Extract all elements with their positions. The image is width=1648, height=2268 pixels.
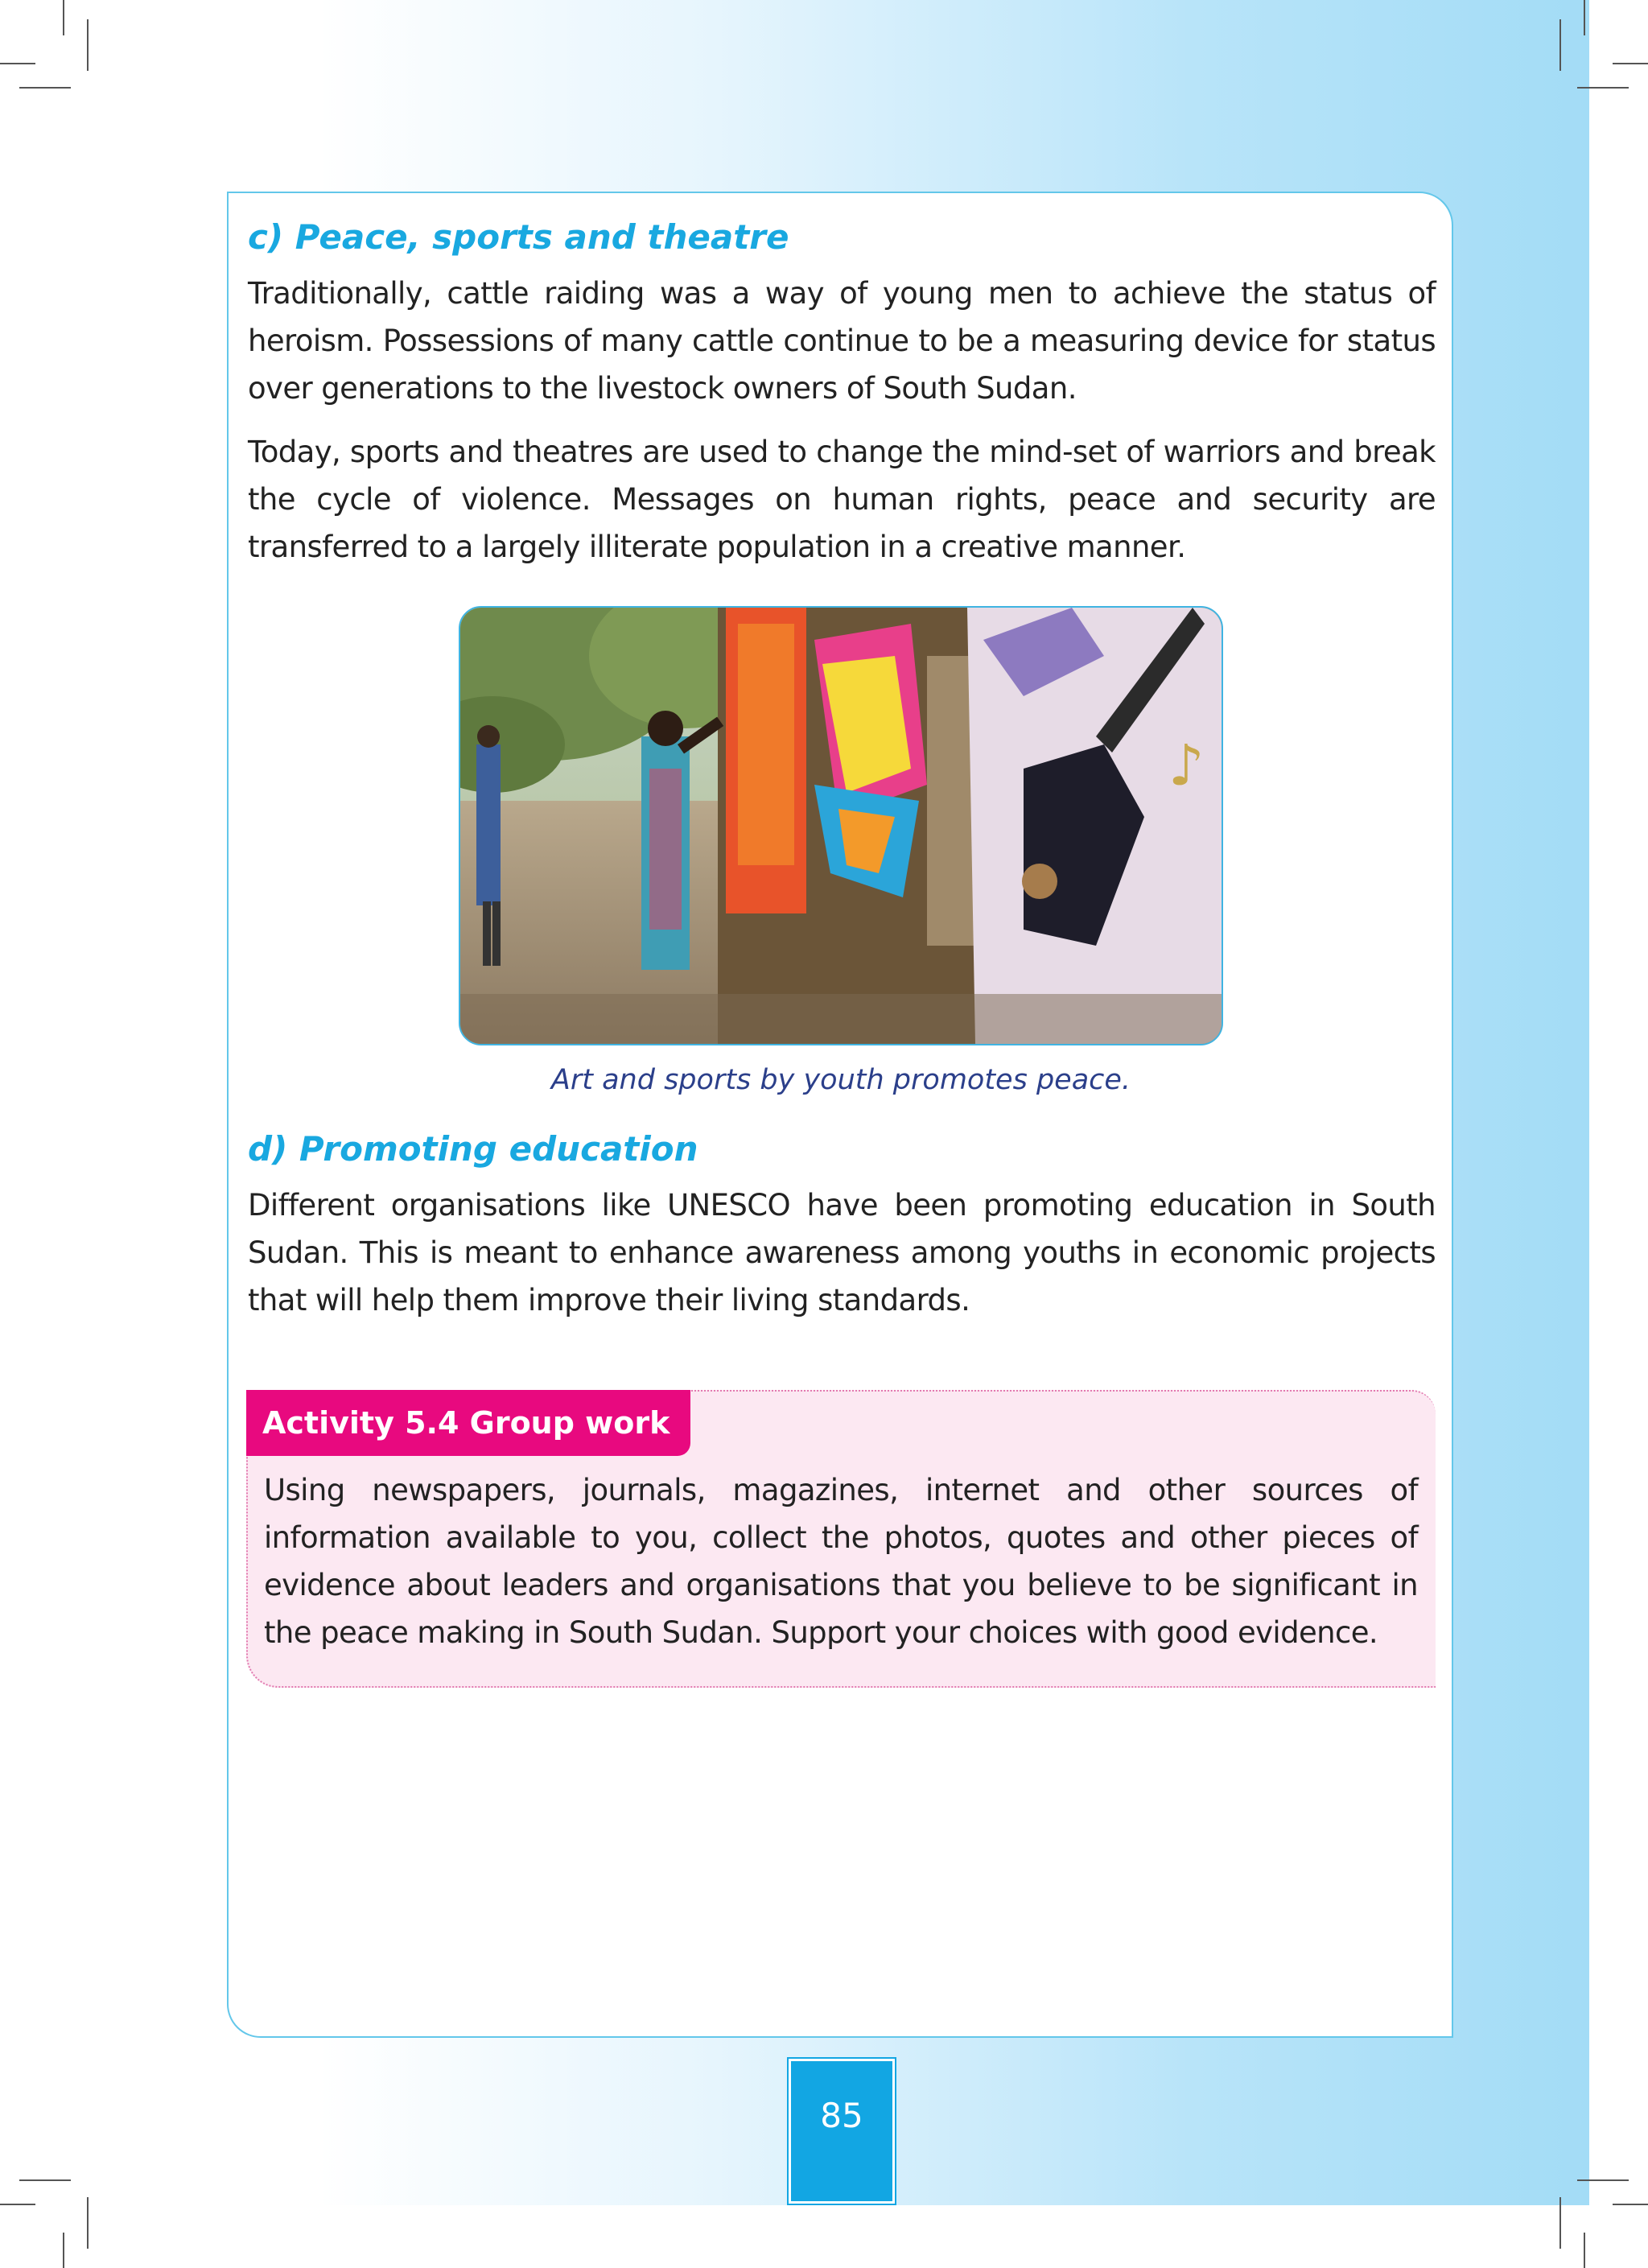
crop-mark	[1584, 0, 1585, 35]
crop-mark	[63, 0, 64, 35]
photo-caption: Art and sports by youth promotes peace.	[550, 1064, 1131, 1096]
crop-mark	[19, 87, 71, 89]
crop-mark	[87, 19, 89, 71]
crop-mark	[87, 2197, 89, 2249]
crop-mark	[0, 2204, 35, 2205]
section-c-heading: c) Peace, sports and theatre	[248, 217, 789, 257]
crop-mark	[1577, 2179, 1629, 2181]
section-c-paragraph-1: Traditionally, cattle raiding was a way of young men to achieve the status of heroism. Possessions of many cattle continue to be a measuring device for status over generations to the livestock owners of South Sudan.	[248, 276, 1436, 406]
crop-mark	[0, 63, 35, 64]
crop-mark	[63, 2233, 64, 2268]
section-c-paragraph-2: Today, sports and theatres are used to change the mind-set of warriors and break the cycle of violence. Messages on human rights, peace and security are transferred to a largely illiterate population in a creative manner.	[248, 435, 1436, 564]
crop-mark	[1613, 2204, 1648, 2205]
crop-mark	[1584, 2233, 1585, 2268]
activity-text: Using newspapers, journals, magazines, internet and other sources of information available to you, collect the photos, quotes and other pieces of evidence about leaders and organisations that you believe to be significant in the peace making in South Sudan. Support your choices with good evidence.	[264, 1473, 1418, 1650]
crop-mark	[1577, 87, 1629, 89]
youth-art-photo	[459, 606, 1223, 1045]
crop-mark	[1559, 19, 1561, 71]
activity-title: Activity 5.4 Group work	[246, 1390, 690, 1456]
crop-mark	[1559, 2197, 1561, 2249]
section-d-heading: d) Promoting education	[248, 1129, 698, 1169]
crop-mark	[1613, 63, 1648, 64]
svg-text:♪: ♪	[1168, 732, 1205, 798]
section-d-paragraph: Different organisations like UNESCO have been promoting education in South Sudan. This is meant to enhance awareness among youths in economic projects that will help them improve their living standards.	[248, 1188, 1436, 1318]
page-number: 85	[820, 2096, 863, 2135]
crop-mark	[19, 2179, 71, 2181]
